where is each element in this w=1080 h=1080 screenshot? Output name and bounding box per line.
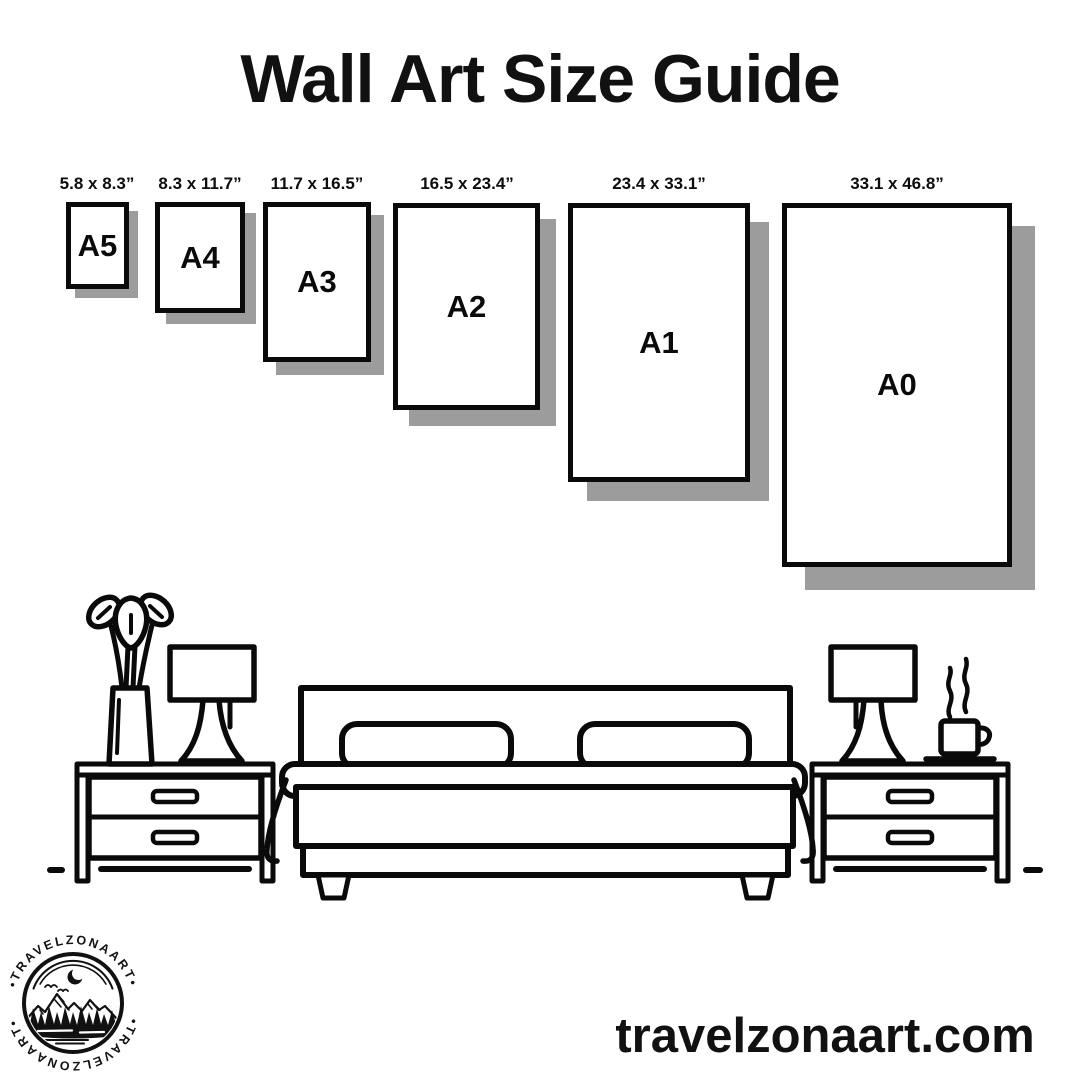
size-label-a2: 16.5 x 23.4”	[420, 174, 514, 193]
frame-letter-a4: A4	[180, 239, 220, 275]
bedroom-illustration	[0, 580, 1080, 910]
bed-leg	[318, 875, 349, 898]
bed-leg	[742, 875, 773, 898]
size-label-a4: 8.3 x 11.7”	[158, 174, 242, 193]
frame-letter-a2: A2	[446, 288, 487, 324]
bed-base	[303, 846, 788, 875]
drawer-handle-icon	[153, 832, 197, 843]
table-lamp-left-icon	[170, 647, 254, 761]
frame-a1	[568, 203, 750, 482]
size-label-a0: 33.1 x 46.8”	[850, 174, 944, 193]
frame-a3	[263, 202, 371, 362]
size-label-a5: 5.8 x 8.3”	[59, 174, 135, 193]
nightstand-right	[812, 764, 1008, 881]
table-lamp-right-icon	[831, 647, 915, 761]
coffee-cup-steam-icon	[926, 659, 994, 759]
frame-a4	[155, 202, 245, 313]
duvet	[296, 787, 793, 846]
nightstand-left	[77, 764, 273, 881]
frame-letter-a5: A5	[77, 227, 118, 263]
website-url: travelzonaart.com	[615, 1009, 1035, 1063]
drawer-handle-icon	[153, 791, 197, 802]
frame-letter-a0: A0	[877, 367, 917, 402]
size-label-a1: 23.4 x 33.1”	[612, 174, 706, 193]
frame-a0	[782, 203, 1012, 567]
size-label-a3: 11.7 x 16.5”	[270, 174, 364, 193]
frame-a2	[393, 203, 540, 410]
drawer-handle-icon	[888, 791, 932, 802]
logo-badge-text-top: •TRAVELZONAART•	[5, 932, 141, 990]
plant-in-vase-icon	[83, 589, 177, 764]
frame-a5	[66, 202, 129, 289]
frame-letter-a1: A1	[639, 324, 679, 360]
drawer-handle-icon	[888, 832, 932, 843]
frame-letter-a3: A3	[297, 264, 337, 299]
double-bed-icon	[267, 688, 813, 898]
logo-badge-text-bottom: •TRAVELZONAART•	[5, 1016, 141, 1074]
page-title: Wall Art Size Guide	[240, 41, 840, 117]
brand-logo	[2, 932, 144, 1074]
